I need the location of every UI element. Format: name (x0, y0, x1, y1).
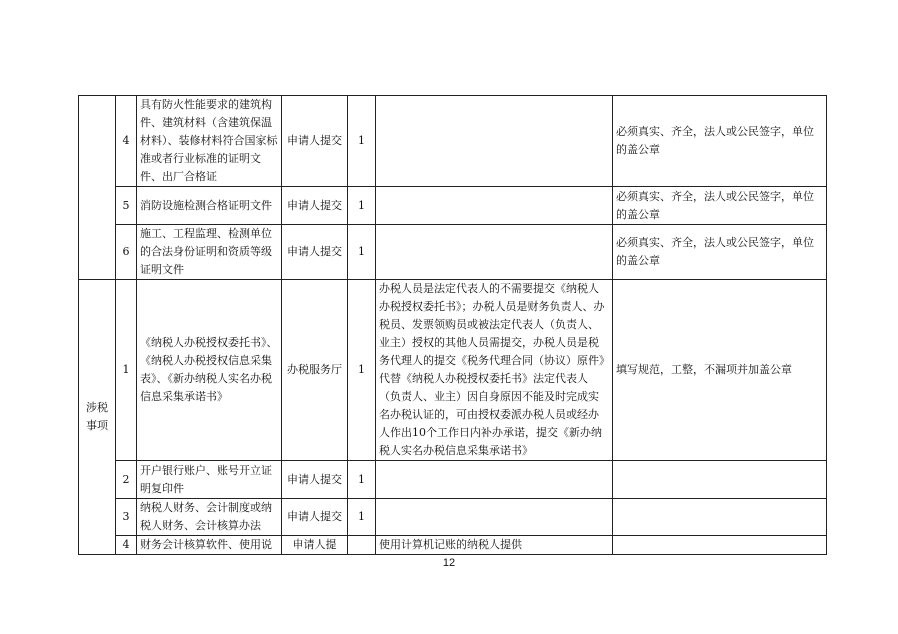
requirements: 必须真实、齐全，法人或公民签字，单位的盖公章 (613, 225, 827, 280)
table-row (79, 187, 827, 225)
item-number: 2 (116, 461, 137, 499)
requirements: 填写规范，工整，不漏项并加盖公章 (613, 280, 827, 461)
requirements (613, 499, 827, 536)
page-number: 12 (442, 557, 456, 569)
item-number: 6 (116, 225, 137, 280)
quantity: 1 (348, 280, 376, 461)
remarks (376, 187, 613, 225)
remarks (376, 96, 613, 187)
material-name: 具有防火性能要求的建筑构件、建筑材料（含建筑保温材料）、装修材料符合国家标准或者行业标准的证明文件、出厂合格证 (137, 96, 282, 187)
table-row (79, 536, 827, 555)
remarks (376, 499, 613, 536)
quantity: 1 (348, 225, 376, 280)
remarks: 使用计算机记账的纳税人提供 (376, 536, 613, 555)
requirements (613, 461, 827, 499)
table-row (79, 461, 827, 499)
category-cell (79, 96, 116, 280)
material-name: 财务会计核算软件、使用说 (137, 536, 282, 555)
material-name: 《纳税人办税授权委托书》、《纳税人办税授权信息采集表》、《新办纳税人实名办税信息采集承诺书》 (137, 280, 282, 461)
category-cell: 涉税事项 (79, 280, 116, 555)
item-number: 4 (116, 96, 137, 187)
quantity (348, 536, 376, 555)
quantity: 1 (348, 461, 376, 499)
remarks (376, 225, 613, 280)
requirements: 必须真实、齐全，法人或公民签字，单位的盖公章 (613, 187, 827, 225)
materials-table (78, 95, 827, 555)
submission-form: 申请人提交 (282, 499, 348, 536)
submission-form: 申请人提 (282, 536, 348, 555)
requirements (613, 536, 827, 555)
submission-form: 申请人提交 (282, 187, 348, 225)
submission-form: 申请人提交 (282, 225, 348, 280)
table-row (79, 225, 827, 280)
material-name: 消防设施检测合格证明文件 (137, 187, 282, 225)
table-row (79, 280, 827, 461)
remarks (376, 461, 613, 499)
item-number: 3 (116, 499, 137, 536)
remarks: 办税人员是法定代表人的不需要提交《纳税人办税授权委托书》；办税人员是财务负责人、办税员、发票领购员或被法定代表人（负责人、业主）授权的其他人员需提交，办税人员是税务代理人的提交《税务代理合同（协议）原件》代替《纳税人办税授权委托书》法定代表人（负责人、业主）因自身原因不能及时完成实名办税认证的，可由授权委派办税人员或经办人作出10个工作日内补办承诺，提交《新办纳税人实名办税信息采集承诺书》 (376, 280, 613, 461)
submission-form: 办税服务厅 (282, 280, 348, 461)
material-name: 施工、工程监理、检测单位的合法身份证明和资质等级证明文件 (137, 225, 282, 280)
submission-form: 申请人提交 (282, 96, 348, 187)
item-number: 1 (116, 280, 137, 461)
quantity: 1 (348, 499, 376, 536)
material-name: 纳税人财务、会计制度或纳税人财务、会计核算办法 (137, 499, 282, 536)
item-number: 4 (116, 536, 137, 555)
table-row (79, 96, 827, 187)
submission-form: 申请人提交 (282, 461, 348, 499)
quantity: 1 (348, 187, 376, 225)
requirements: 必须真实、齐全，法人或公民签字，单位的盖公章 (613, 96, 827, 187)
quantity: 1 (348, 96, 376, 187)
material-name: 开户银行账户、账号开立证明复印件 (137, 461, 282, 499)
item-number: 5 (116, 187, 137, 225)
table-row (79, 499, 827, 536)
